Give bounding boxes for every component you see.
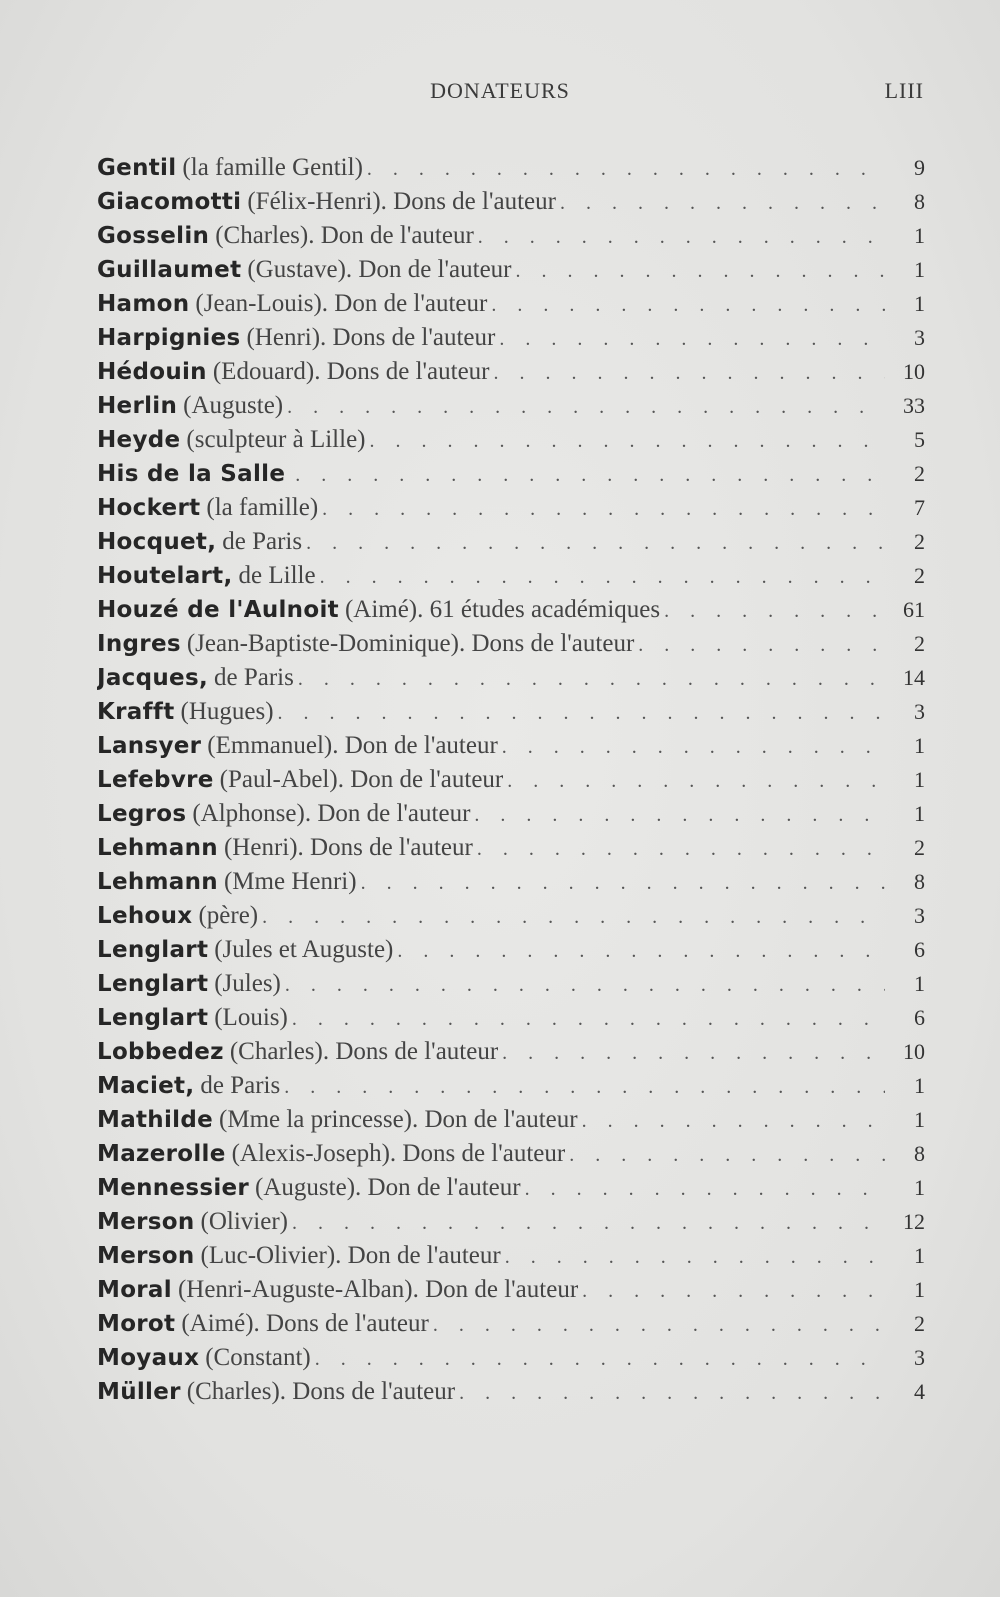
donor-detail: (Jules et Auguste): [214, 936, 394, 963]
donor-entry: [97, 1103, 925, 1137]
donor-detail: (Aimé). 61 études académiques: [344, 596, 661, 623]
dot-leader: [291, 458, 885, 491]
dot-leader: [393, 934, 885, 967]
donation-count: 1: [914, 1073, 925, 1098]
dot-leader: [366, 424, 886, 457]
donor-name: Houtelart,: [97, 563, 233, 589]
donation-count: 2: [914, 835, 925, 860]
donation-count: 1: [914, 971, 925, 996]
donation-count: 9: [914, 155, 925, 180]
donation-count: 12: [903, 1209, 925, 1234]
donor-name: Legros: [97, 801, 187, 827]
donation-count: 10: [903, 359, 925, 384]
donor-name: His de la Salle: [97, 461, 286, 487]
dot-leader: [487, 288, 885, 321]
donation-count: 1: [914, 1175, 925, 1200]
donor-detail: (Henri). Dons de l'auteur: [246, 324, 496, 351]
donor-name: Gosselin: [97, 223, 210, 249]
dot-leader: [429, 1308, 885, 1341]
donor-name: Harpignies: [97, 325, 241, 351]
donor-detail: (père): [198, 902, 259, 929]
dot-leader: [318, 492, 885, 525]
donor-detail: (Emmanuel). Don de l'auteur: [207, 732, 498, 759]
donor-entry: [97, 185, 925, 219]
donation-count: 3: [914, 699, 925, 724]
dot-leader: [258, 900, 885, 933]
donor-name: Maciet,: [97, 1073, 195, 1099]
dot-leader: [512, 254, 886, 287]
donor-entry: [97, 763, 925, 797]
donation-count: 5: [914, 427, 925, 452]
dot-leader: [490, 356, 886, 389]
donor-name: Müller: [97, 1379, 181, 1405]
dot-leader: [578, 1274, 885, 1307]
donor-entry: [97, 1171, 925, 1205]
donor-detail: de Paris: [222, 528, 303, 555]
dot-leader: [280, 1070, 885, 1103]
donor-name: Ingres: [97, 631, 181, 657]
dot-leader: [565, 1138, 885, 1171]
dot-leader: [281, 968, 885, 1001]
donor-detail: (Luc-Olivier). Don de l'auteur: [200, 1242, 501, 1269]
donor-entry: [97, 559, 925, 593]
donation-count: 6: [914, 1005, 925, 1030]
donor-detail: (Auguste). Don de l'auteur: [255, 1174, 521, 1201]
donor-entry: [97, 321, 925, 355]
donor-detail: (la famille Gentil): [182, 154, 363, 181]
dot-leader: [274, 696, 885, 729]
donor-detail: de Paris: [200, 1072, 281, 1099]
donor-name: Guillaumet: [97, 257, 242, 283]
donation-count: 8: [914, 869, 925, 894]
dot-leader: [503, 764, 885, 797]
donor-name: Moral: [97, 1277, 172, 1303]
donor-entry: [97, 1307, 925, 1341]
donor-name: Lenglart: [97, 971, 209, 997]
donor-entry: [97, 865, 925, 899]
donor-entry: [97, 1035, 925, 1069]
donor-entry: [97, 1273, 925, 1307]
donor-entry: [97, 1375, 925, 1409]
dot-leader: [495, 322, 885, 355]
donation-count: 2: [914, 461, 925, 486]
dot-leader: [311, 1342, 885, 1375]
donor-entry: [97, 729, 925, 763]
donor-detail: (Jean-Baptiste-Dominique). Dons de l'auteur: [186, 630, 635, 657]
donor-name: Giacomotti: [97, 189, 242, 215]
donation-count: 1: [914, 257, 925, 282]
dot-leader: [288, 1206, 885, 1239]
donation-count: 61: [903, 597, 925, 622]
donor-entry: [97, 1239, 925, 1273]
donation-count: 1: [914, 767, 925, 792]
donation-count: 3: [914, 325, 925, 350]
donor-entry: [97, 1137, 925, 1171]
donor-name: Moyaux: [97, 1345, 200, 1371]
donor-name: Lehoux: [97, 903, 193, 929]
donor-entry: [97, 1069, 925, 1103]
donor-detail: (Auguste): [183, 392, 284, 419]
donation-count: 1: [914, 733, 925, 758]
dot-leader: [556, 186, 885, 219]
donor-name: Lansyer: [97, 733, 202, 759]
donation-count: 10: [903, 1039, 925, 1064]
donor-entry: [97, 491, 925, 525]
donor-detail: (Mme Henri): [223, 868, 357, 895]
donation-count: 2: [914, 1311, 925, 1336]
donor-detail: (Louis): [214, 1004, 288, 1031]
donor-entry: [97, 355, 925, 389]
donor-name: Lobbedez: [97, 1039, 224, 1065]
donor-name: Merson: [97, 1243, 195, 1269]
donor-entry: [97, 1205, 925, 1239]
donor-detail: (Hugues): [180, 698, 274, 725]
donor-entry: [97, 525, 925, 559]
dot-leader: [474, 220, 885, 253]
donation-count: 2: [914, 631, 925, 656]
dot-leader: [316, 560, 885, 593]
donor-name: Lefebvre: [97, 767, 214, 793]
donor-detail: (Gustave). Don de l'auteur: [247, 256, 512, 283]
donor-detail: (Alphonse). Don de l'auteur: [192, 800, 471, 827]
donor-entry: [97, 457, 925, 491]
donor-detail: (Mme la princesse). Don de l'auteur: [219, 1106, 578, 1133]
donor-list: [97, 151, 925, 1409]
donation-count: 3: [914, 1345, 925, 1370]
dot-leader: [363, 152, 885, 185]
donation-count: 2: [914, 563, 925, 588]
dot-leader: [302, 526, 885, 559]
donor-name: Lenglart: [97, 937, 209, 963]
donation-count: 14: [903, 665, 925, 690]
donor-entry: [97, 151, 925, 185]
donor-detail: de Paris: [213, 664, 294, 691]
donor-name: Herlin: [97, 393, 178, 419]
donation-count: 8: [914, 189, 925, 214]
donation-count: 8: [914, 1141, 925, 1166]
dot-leader: [288, 1002, 885, 1035]
donation-count: 1: [914, 1277, 925, 1302]
donation-count: 1: [914, 1243, 925, 1268]
donation-count: 33: [903, 393, 925, 418]
running-title: DONATEURS: [430, 78, 570, 103]
dot-leader: [521, 1172, 885, 1205]
donor-name: Houzé de l'Aulnoit: [97, 597, 339, 623]
donor-entry: [97, 831, 925, 865]
dot-leader: [470, 798, 885, 831]
donor-detail: (Aimé). Dons de l'auteur: [181, 1310, 429, 1337]
donor-entry: [97, 967, 925, 1001]
dot-leader: [455, 1376, 885, 1409]
donation-count: 3: [914, 903, 925, 928]
dot-leader: [578, 1104, 885, 1137]
donor-detail: (Olivier): [200, 1208, 288, 1235]
donor-detail: (Henri). Dons de l'auteur: [223, 834, 473, 861]
donor-name: Heyde: [97, 427, 181, 453]
donor-detail: (Paul-Abel). Don de l'auteur: [219, 766, 504, 793]
dot-leader: [498, 1036, 885, 1069]
donor-entry: [97, 797, 925, 831]
donor-entry: [97, 695, 925, 729]
dot-leader: [634, 628, 885, 661]
donor-detail: (Constant): [205, 1344, 311, 1371]
donation-count: 4: [914, 1379, 925, 1404]
donor-entry: [97, 423, 925, 457]
donor-name: Krafft: [97, 699, 175, 725]
donor-detail: de Lille: [238, 562, 316, 589]
donor-entry: [97, 627, 925, 661]
donor-detail: (Jules): [214, 970, 281, 997]
donor-detail: (Edouard). Dons de l'auteur: [212, 358, 490, 385]
donor-name: Merson: [97, 1209, 195, 1235]
donor-entry: [97, 1001, 925, 1035]
donor-detail: (Henri-Auguste-Alban). Don de l'auteur: [177, 1276, 579, 1303]
donor-name: Jacques,: [97, 665, 208, 691]
donor-name: Lehmann: [97, 869, 218, 895]
dot-leader: [660, 594, 885, 627]
donor-name: Hamon: [97, 291, 190, 317]
donor-name: Hockert: [97, 495, 201, 521]
donor-entry: [97, 1341, 925, 1375]
dot-leader: [498, 730, 885, 763]
dot-leader: [283, 390, 885, 423]
donor-detail: (Félix-Henri). Dons de l'auteur: [247, 188, 556, 215]
donor-name: Morot: [97, 1311, 176, 1337]
donation-count: 1: [914, 801, 925, 826]
donor-entry: [97, 287, 925, 321]
donor-entry: [97, 661, 925, 695]
donor-name: Hocquet,: [97, 529, 217, 555]
donation-count: 1: [914, 1107, 925, 1132]
donor-detail: (Charles). Don de l'auteur: [215, 222, 474, 249]
donor-entry: [97, 899, 925, 933]
donor-detail: (sculpteur à Lille): [186, 426, 366, 453]
donor-entry: [97, 593, 925, 627]
donor-entry: [97, 389, 925, 423]
donation-count: 7: [914, 495, 925, 520]
donation-count: 1: [914, 291, 925, 316]
donor-entry: [97, 933, 925, 967]
donor-detail: (la famille): [206, 494, 319, 521]
donor-detail: (Charles). Dons de l'auteur: [186, 1378, 456, 1405]
donor-entry: [97, 219, 925, 253]
donor-name: Mazerolle: [97, 1141, 226, 1167]
donor-name: Lenglart: [97, 1005, 209, 1031]
donor-name: Lehmann: [97, 835, 218, 861]
donor-entry: [97, 253, 925, 287]
donor-name: Mennessier: [97, 1175, 250, 1201]
donation-count: 1: [914, 223, 925, 248]
page-number: LIII: [884, 78, 924, 103]
donation-count: 6: [914, 937, 925, 962]
donor-name: Hédouin: [97, 359, 207, 385]
donation-count: 2: [914, 529, 925, 554]
donor-name: Gentil: [97, 155, 177, 181]
donor-detail: (Alexis-Joseph). Dons de l'auteur: [231, 1140, 566, 1167]
dot-leader: [357, 866, 885, 899]
donor-detail: (Jean-Louis). Don de l'auteur: [195, 290, 488, 317]
donor-detail: (Charles). Dons de l'auteur: [229, 1038, 499, 1065]
dot-leader: [501, 1240, 885, 1273]
donor-name: Mathilde: [97, 1107, 214, 1133]
dot-leader: [473, 832, 885, 865]
dot-leader: [294, 662, 885, 695]
